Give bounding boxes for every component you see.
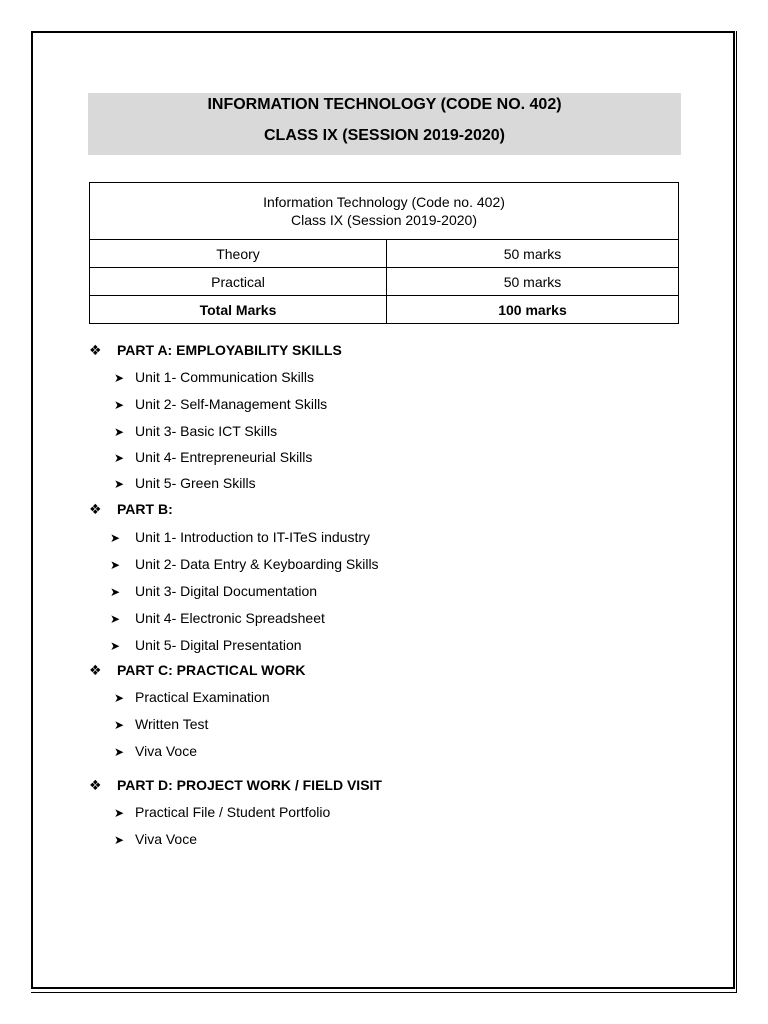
list-item <box>110 555 379 574</box>
table-row <box>90 240 679 268</box>
list-item <box>114 422 277 441</box>
diamond-bullet-icon: ❖ <box>89 777 102 793</box>
part-d-heading <box>89 776 382 794</box>
list-item <box>110 528 370 547</box>
arrow-bullet-icon: ➤ <box>114 833 125 847</box>
list-item <box>114 368 314 387</box>
arrow-bullet-icon: ➤ <box>114 451 125 465</box>
list-item <box>114 395 327 414</box>
list-item-label: Unit 3- Basic ICT Skills <box>135 423 278 439</box>
list-item-label: Unit 1- Communication Skills <box>135 369 314 385</box>
list-item <box>114 715 208 734</box>
table-cell-value: 100 marks <box>387 296 679 324</box>
list-item <box>110 609 325 628</box>
list-item-label: Viva Voce <box>135 743 198 759</box>
arrow-bullet-icon: ➤ <box>114 718 125 732</box>
part-d-label: PART D: PROJECT WORK / FIELD VISIT <box>117 777 382 793</box>
table-row-total <box>90 296 679 324</box>
arrow-bullet-icon: ➤ <box>110 639 121 653</box>
table-cell-label: Theory <box>90 240 387 268</box>
part-b-heading <box>89 500 173 518</box>
list-item <box>114 688 270 707</box>
list-item <box>110 582 317 601</box>
document-subtitle: CLASS IX (SESSION 2019-2020) <box>264 127 505 144</box>
list-item-label: Practical File / Student Portfolio <box>135 804 331 820</box>
list-item-label: Unit 4- Entrepreneurial Skills <box>135 449 313 465</box>
list-item <box>114 830 197 849</box>
arrow-bullet-icon: ➤ <box>114 745 125 759</box>
document-title: INFORMATION TECHNOLOGY (CODE NO. 402) <box>207 96 562 113</box>
diamond-bullet-icon: ❖ <box>89 342 102 358</box>
list-item <box>114 742 197 761</box>
diamond-bullet-icon: ❖ <box>89 501 102 517</box>
diamond-bullet-icon: ❖ <box>89 662 102 678</box>
table-header-line2: Class IX (Session 2019-2020) <box>291 212 477 228</box>
part-a-label: PART A: EMPLOYABILITY SKILLS <box>117 342 342 358</box>
table-cell-label: Total Marks <box>90 296 387 324</box>
list-item <box>114 474 256 493</box>
list-item-label: Unit 2- Self-Management Skills <box>135 396 328 412</box>
arrow-bullet-icon: ➤ <box>110 531 121 545</box>
part-a-heading <box>89 341 342 359</box>
arrow-bullet-icon: ➤ <box>114 477 125 491</box>
table-header-cell <box>90 183 679 240</box>
table-row <box>90 268 679 296</box>
arrow-bullet-icon: ➤ <box>110 585 121 599</box>
arrow-bullet-icon: ➤ <box>114 806 125 820</box>
table-header-line1: Information Technology (Code no. 402) <box>263 194 505 210</box>
list-item-label: Unit 5- Green Skills <box>135 475 256 491</box>
list-item <box>114 803 330 822</box>
list-item-label: Unit 4- Electronic Spreadsheet <box>135 610 325 626</box>
table-cell-value: 50 marks <box>387 240 679 268</box>
list-item-label: Unit 1- Introduction to IT-ITeS industry <box>135 529 370 545</box>
list-item-label: Unit 5- Digital Presentation <box>135 637 302 653</box>
table-cell-value: 50 marks <box>387 268 679 296</box>
list-item <box>114 448 312 467</box>
list-item-label: Unit 2- Data Entry & Keyboarding Skills <box>135 556 379 572</box>
arrow-bullet-icon: ➤ <box>114 371 125 385</box>
list-item <box>110 636 302 655</box>
part-c-label: PART C: PRACTICAL WORK <box>117 662 306 678</box>
list-item-label: Viva Voce <box>135 831 198 847</box>
arrow-bullet-icon: ➤ <box>110 612 121 626</box>
arrow-bullet-icon: ➤ <box>114 398 125 412</box>
list-item-label: Unit 3- Digital Documentation <box>135 583 318 599</box>
table-cell-label: Practical <box>90 268 387 296</box>
marks-table <box>89 182 679 324</box>
list-item-label: Practical Examination <box>135 689 270 705</box>
title-banner <box>88 93 681 155</box>
part-b-label: PART B: <box>117 501 173 517</box>
list-item-label: Written Test <box>135 716 209 732</box>
part-c-heading <box>89 661 305 679</box>
arrow-bullet-icon: ➤ <box>114 425 125 439</box>
arrow-bullet-icon: ➤ <box>110 558 121 572</box>
arrow-bullet-icon: ➤ <box>114 691 125 705</box>
table-header-row <box>90 183 679 240</box>
